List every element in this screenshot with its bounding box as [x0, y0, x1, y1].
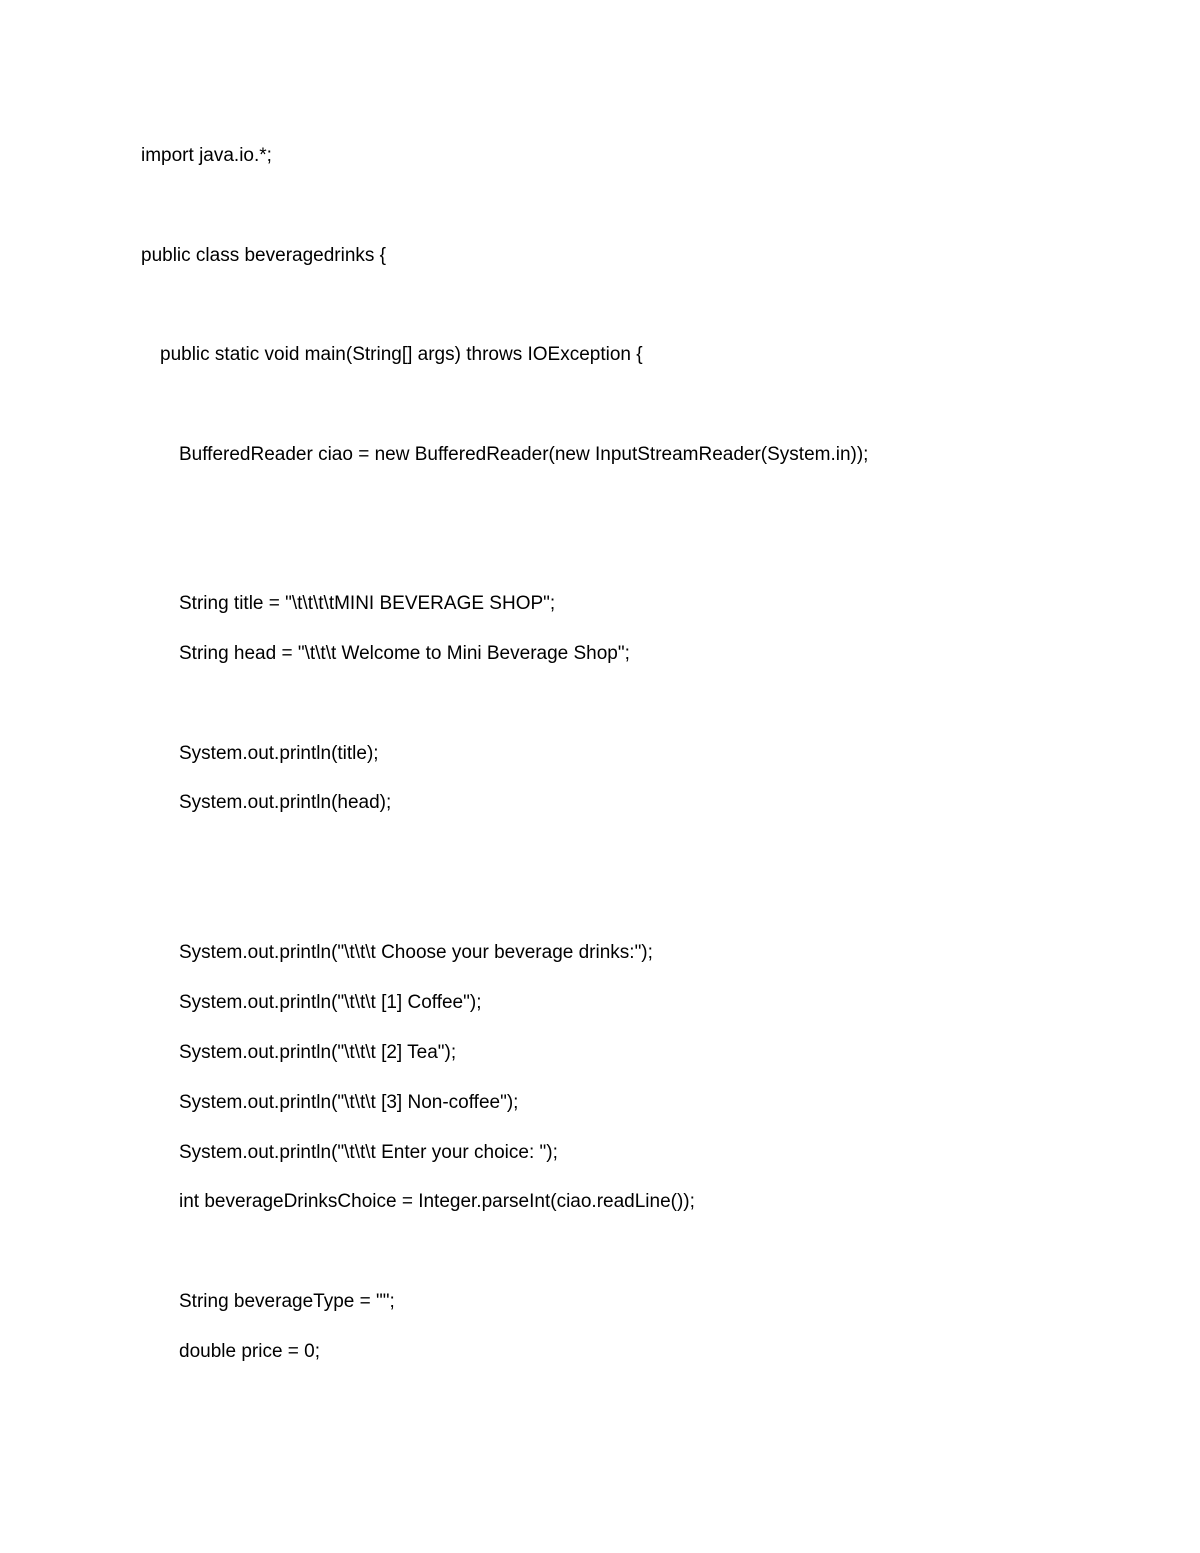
code-line-main-method: public static void main(String[] args) throws IOException {: [160, 344, 643, 365]
code-line-print-enter-choice: System.out.println("\t\t\t Enter your choice: ");: [179, 1142, 558, 1163]
code-line-beverage-type: String beverageType = "";: [179, 1291, 395, 1312]
code-line-print-choose: System.out.println("\t\t\t Choose your beverage drinks:");: [179, 942, 653, 963]
code-line-title-string: String title = "\t\t\t\tMINI BEVERAGE SHOP";: [179, 593, 556, 614]
code-line-buffered-reader: BufferedReader ciao = new BufferedReader(new InputStreamReader(System.in));: [179, 444, 869, 465]
code-line-print-coffee: System.out.println("\t\t\t [1] Coffee");: [179, 992, 482, 1013]
code-line-print-tea: System.out.println("\t\t\t [2] Tea");: [179, 1042, 457, 1063]
code-line-class-declaration: public class beveragedrinks {: [141, 245, 387, 266]
code-line-head-string: String head = "\t\t\t Welcome to Mini Beverage Shop";: [179, 643, 630, 664]
code-line-import: import java.io.*;: [141, 145, 272, 166]
code-line-print-non-coffee: System.out.println("\t\t\t [3] Non-coffee");: [179, 1092, 519, 1113]
code-line-price: double price = 0;: [179, 1341, 321, 1362]
code-line-print-head: System.out.println(head);: [179, 792, 392, 813]
code-line-print-title: System.out.println(title);: [179, 743, 379, 764]
code-line-parse-choice: int beverageDrinksChoice = Integer.parseInt(ciao.readLine());: [179, 1191, 695, 1212]
